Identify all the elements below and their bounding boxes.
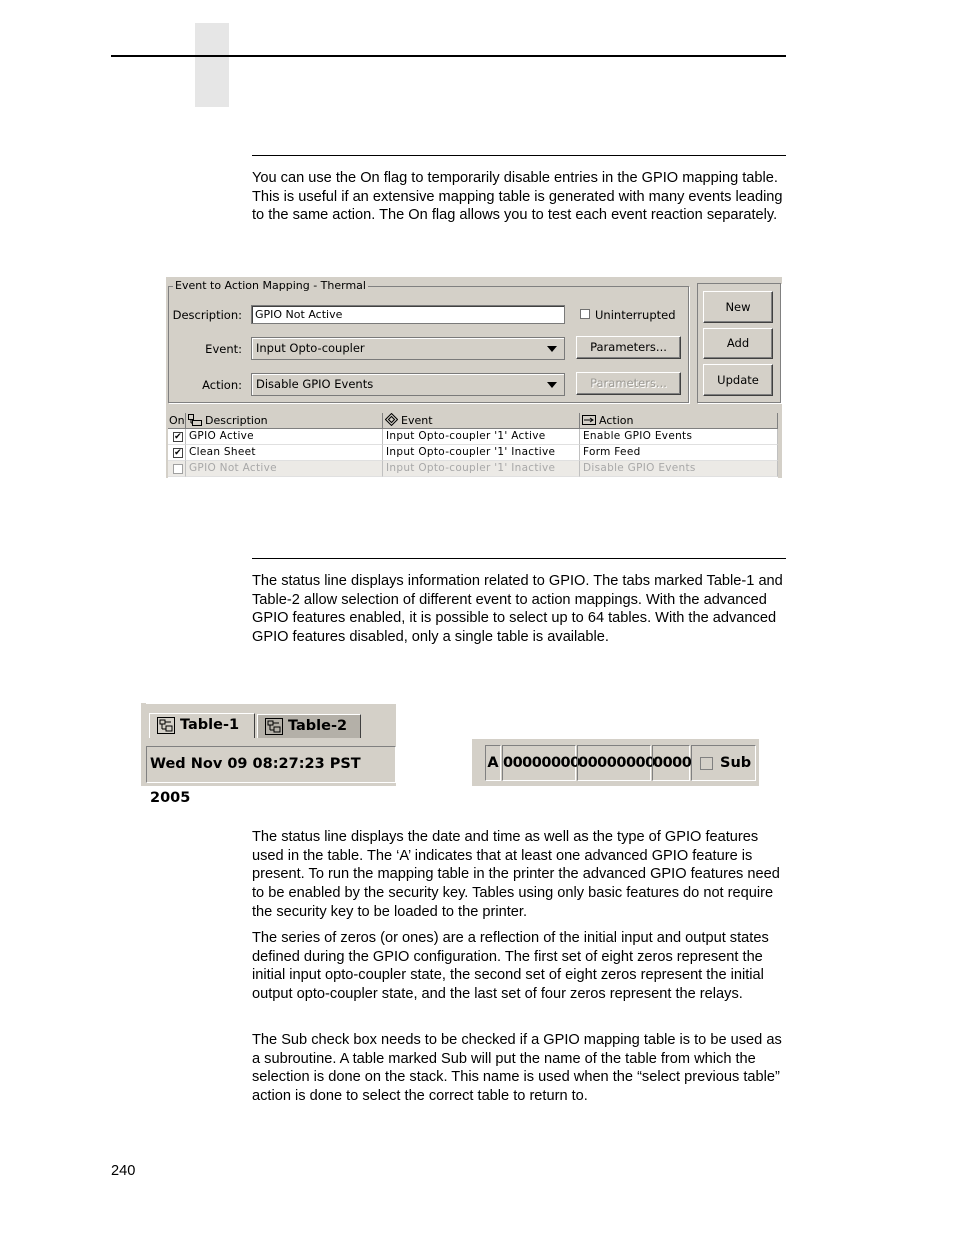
- description-label: Description:: [172, 308, 242, 322]
- paragraph-date-time: The status line displays the date and time as well as the type of GPIO features used in the table. The ‘A’ indicates that at least one advanced GPIO feature is present. To run the mapping table in the printer the advanced GPIO features need to be enabled by the security key. Tables using only basic features do not require the security key to be loaded to the printer.: [252, 829, 780, 920]
- relay-state-text: 0000: [653, 755, 692, 771]
- on-checkbox[interactable]: ✔: [174, 432, 182, 442]
- datetime-text: Wed Nov 09 08:27:23 PST 2005: [150, 756, 361, 806]
- update-button[interactable]: Update: [703, 364, 773, 396]
- action-label: Action:: [202, 378, 242, 392]
- table-tree-icon: [157, 717, 175, 734]
- add-button[interactable]: Add: [703, 328, 773, 359]
- advanced-flag-text: A: [487, 755, 499, 771]
- description-cell: Clean Sheet: [186, 445, 383, 461]
- description-cell: GPIO Active: [186, 429, 383, 445]
- table-row[interactable]: [168, 445, 778, 461]
- description-column-icon: [188, 414, 202, 426]
- tab-table-1[interactable]: [149, 713, 255, 738]
- tab-table-1-label: Table-1: [180, 717, 240, 733]
- sub-panel: [691, 745, 756, 781]
- description-header-label: Description: [205, 414, 268, 427]
- input-state-text: 00000000: [503, 755, 580, 771]
- paragraph-sub: The Sub check box needs to be checked if a GPIO mapping table is to be used as a subroutine. A table marked Sub will put the name of the table from which the selection is done on the stack. This name is used when the “select previous table” action is done to select the correct table to return to.: [252, 1032, 782, 1105]
- advanced-flag-panel: [485, 745, 501, 781]
- header-rule: [111, 55, 786, 57]
- paragraph-on-flag: You can use the On flag to temporarily disable entries in the GPIO mapping table. This is useful if an extensive mapping table is generated with many events leading to the same action. The On flag allows you to test each event reaction separately.: [252, 170, 783, 224]
- event-cell: Input Opto-coupler '1' Inactive: [383, 445, 580, 461]
- event-label: Event:: [205, 342, 242, 356]
- on-cell[interactable]: [168, 461, 186, 477]
- event-column-icon: [385, 413, 398, 426]
- description-field[interactable]: GPIO Not Active: [251, 305, 565, 324]
- mapping-table: [168, 413, 778, 478]
- column-header-description[interactable]: [186, 413, 383, 429]
- action-dropdown[interactable]: [251, 373, 565, 396]
- event-action-mapping-dialog: [166, 277, 782, 478]
- event-dropdown[interactable]: [251, 337, 565, 360]
- paragraph-status-line: The status line displays information related to GPIO. The tabs marked Table-1 and Table-2 allow selection of different event to action mappings. With the advanced GPIO features enabled, it is possible to select up to 64 tables. With the advanced GPIO features disabled, only a single table is available.: [252, 573, 783, 646]
- action-cell: Form Feed: [580, 445, 778, 461]
- event-parameters-button[interactable]: Parameters...: [576, 336, 681, 359]
- uninterrupted-label: Uninterrupted: [595, 308, 676, 322]
- event-cell: Input Opto-coupler '1' Active: [383, 429, 580, 445]
- action-parameters-button[interactable]: Parameters...: [576, 372, 681, 395]
- relay-state-panel: [652, 745, 690, 781]
- on-cell[interactable]: [168, 429, 186, 445]
- paragraph-zeros: The series of zeros (or ones) are a reflection of the initial input and output states defined during the GPIO configuration. The first set of eight zeros represent the initial input opto-coupler state, the second set of eight zeros represent the initial output opto-coupler state, and the last set of four zeros represent the relays.: [252, 930, 769, 1003]
- uninterrupted-checkbox[interactable]: [580, 309, 590, 319]
- column-header-event[interactable]: [383, 413, 580, 429]
- column-header-action[interactable]: [580, 413, 778, 429]
- sub-label: Sub: [720, 755, 752, 771]
- input-state-panel: [502, 745, 580, 781]
- table-tree-icon: [265, 718, 283, 735]
- action-header-label: Action: [599, 414, 634, 427]
- section-rule-2: [252, 558, 786, 559]
- on-checkbox[interactable]: [173, 464, 183, 474]
- action-cell: Disable GPIO Events: [580, 461, 778, 477]
- table-row[interactable]: [168, 461, 778, 477]
- on-checkbox[interactable]: ✔: [174, 448, 182, 458]
- new-button[interactable]: New: [703, 291, 773, 323]
- group-title: Event to Action Mapping - Thermal: [175, 279, 366, 292]
- event-header-label: Event: [401, 414, 433, 427]
- tab-strip-line: [146, 703, 396, 704]
- event-dropdown-value: Input Opto-coupler: [256, 341, 365, 355]
- datetime-panel: [146, 746, 396, 806]
- section-rule-1: [252, 155, 786, 156]
- chevron-down-icon: [547, 382, 557, 388]
- action-column-icon: [582, 415, 596, 425]
- event-cell: Input Opto-coupler '1' Inactive: [383, 461, 580, 477]
- chapter-tab-block: [195, 23, 229, 107]
- status-line-gpio: [472, 739, 759, 786]
- tab-table-2-label: Table-2: [288, 718, 348, 734]
- description-cell: GPIO Not Active: [186, 461, 383, 477]
- sub-checkbox[interactable]: [700, 757, 713, 770]
- output-state-panel: [577, 745, 655, 781]
- on-cell[interactable]: [168, 445, 186, 461]
- action-cell: Enable GPIO Events: [580, 429, 778, 445]
- output-state-text: 00000000: [578, 755, 655, 771]
- chevron-down-icon: [547, 346, 557, 352]
- page-number: 240: [111, 1163, 136, 1179]
- table-row[interactable]: [168, 429, 778, 445]
- tab-table-2[interactable]: [257, 714, 361, 738]
- action-dropdown-value: Disable GPIO Events: [256, 377, 374, 391]
- column-header-on[interactable]: On: [169, 414, 185, 427]
- status-line-tabs: [141, 703, 396, 806]
